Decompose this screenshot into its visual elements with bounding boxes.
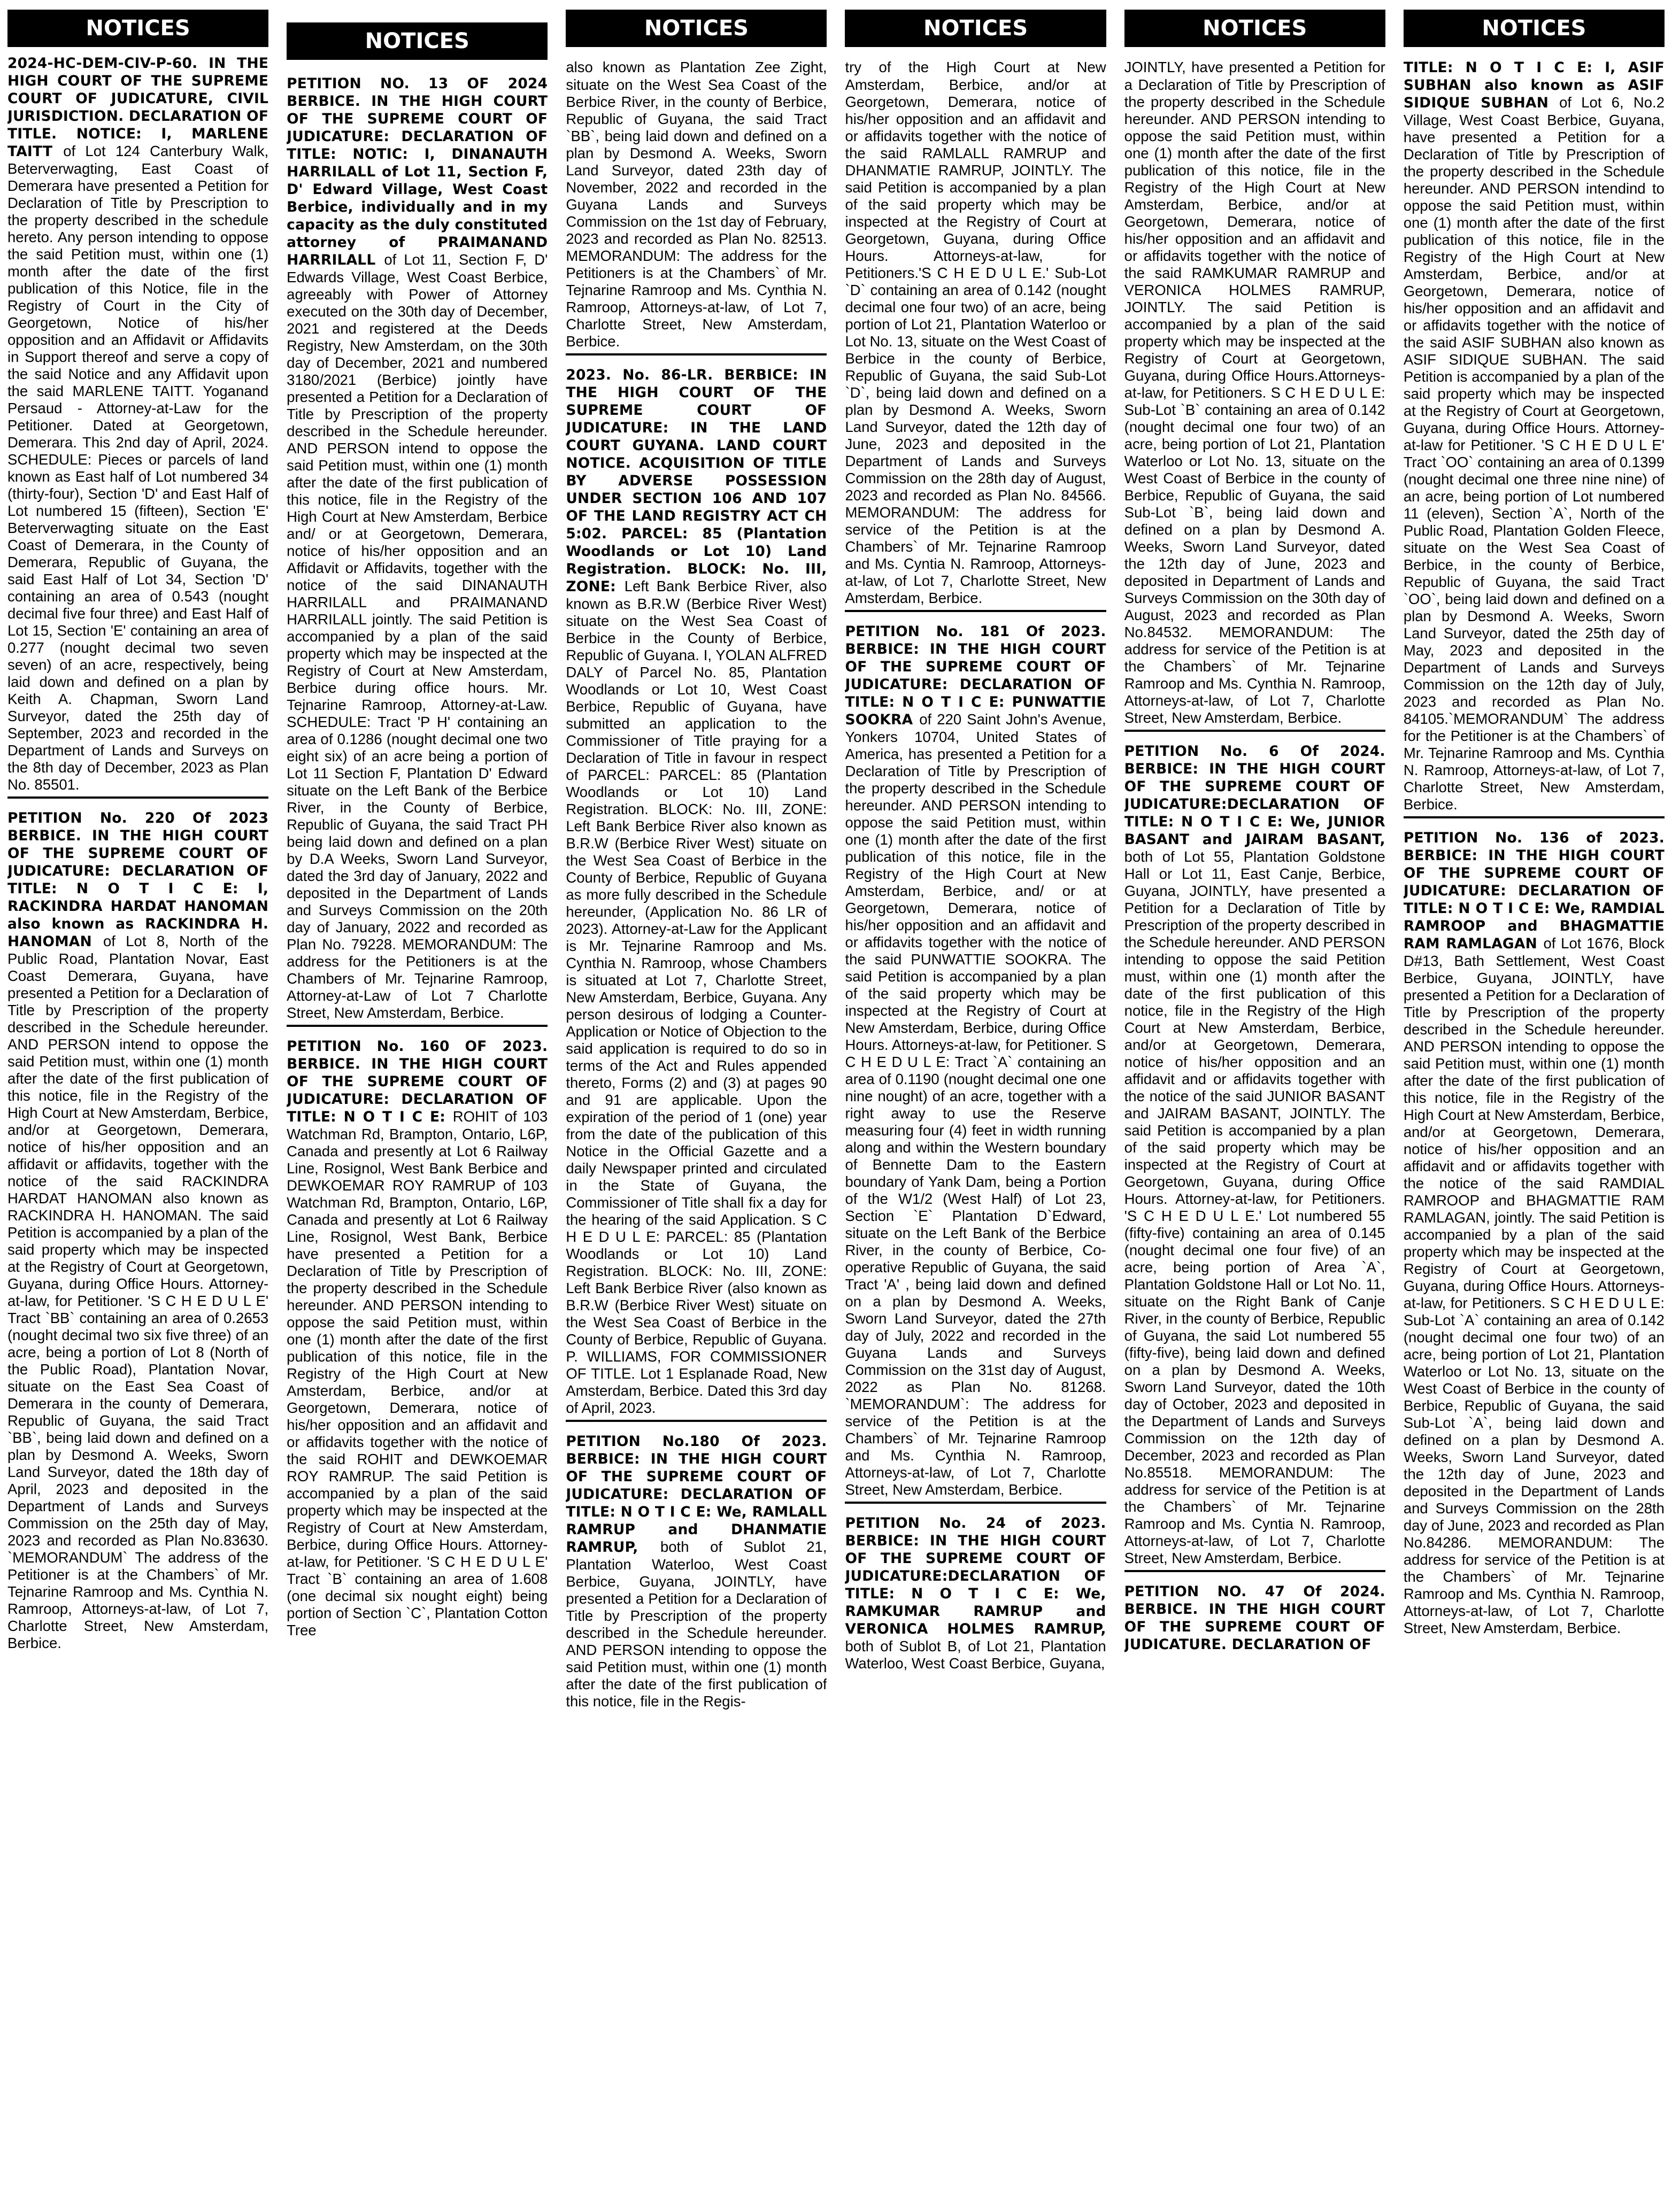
column-header: NOTICES bbox=[566, 10, 827, 47]
notice bbox=[845, 623, 1106, 1504]
notice bbox=[1124, 1583, 1385, 1657]
notice-body: of 220 Saint John's Avenue, Yonkers 10704, United States of America, has presented a Petition for a Declaration of Title by Prescription of the property described in the Schedule hereunder. AND PERSON intending to oppose the said Petition must, within one (1) month after the date of the first publication of this notice, file in the Registry of the High Court at New Amsterdam, Berbice, and/ or at Georgetown, Demerara, notice of his/her opposition and an affidavit and or affidavits together with the notice of the said PUNWATTIE SOOKRA. The said Petition is accompanied by a plan of the said property which may be inspected at the Registry of Court at New Amsterdam, Berbice, during Office Hours. Attorneys-at-law, for Petitioner. S C H E D U L E: Tract `A` containing an area of 0.1190 (nought decimal one one nine nought) of an acre, together with a right away to use the Reserve measuring four (4) feet in width running along and within the Western boundary of Bennette Dam to the Eastern boundary of Yank Dam, being a Portion of the W1/2 (West Half) of Lot 23, Section `E` Plantation D`Edward, situate on the Left Bank of the Berbice River, in the county of Berbice, Co-operative Republic of Guyana, the said Tract 'A' , being laid down and defined on a plan by Desmond A. Weeks, Sworn Land Surveyor, dated the 27th day of July, 2022 and recorded in the Guyana Lands and Surveys Commission on the 31st day of August, 2022 as Plan No. 81268. `MEMORANDUM`: The address for service of the Petition is at the Chambers` of Mr. Tejnarine Ramroop and Ms. Cynthia N. Ramroop, Attorneys-at-law, of Lot 7, Charlotte Street, New Amsterdam, Berbice. bbox=[845, 711, 1106, 1498]
notice-body: of Lot 1676, Block D#13, Bath Settlement, West Coast Berbice, Guyana, JOINTLY, have presented a Petition for a Declaration of Title by Prescription of the property described in the Schedule hereunder. AND PERSON intending to oppose the said Petition must, within one (1) month after the date of the first publication of this notice, file in the Registry of the High Court at New Amsterdam, Berbice, and/or at Georgetown, Demerara, notice of his/her opposition and an affidavit and or affidavits together with the notice of the said RAMDIAL RAMROOP and BHAGMATTIE RAM RAMLAGAN, jointly. The said Petition is accompanied by a plan of the said property which may be inspected at the Registry of Court at Georgetown, Guyana, during Office Hours. Attorneys-at-law, for Petitioners. S C H E D U L E: Sub-Lot `A` containing an area of 0.142 (nought decimal one four two) of an acre, being portion of Lot 21, Plantation Waterloo or Lot No. 13, situate on the West Coast of Berbice in the county of Berbice, Republic of Guyana, the said Sub-Lot `A`, being laid down and defined on a plan by Desmond A. Weeks, Sworn Land Surveyor, dated the 12th day of June, 2023 and deposited in the Department of Lands and Surveys Commission on the 28th day of June, 2023 and recorded as Plan No.84286. MEMORANDUM: The address for service of the Petition is at the Chambers` of Mr. Tejnarine Ramroop and Ms. Cynthia N. Ramroop, Attorneys-at-law, of Lot 7, Charlotte Street, New Amsterdam, Berbice. bbox=[1403, 935, 1665, 1636]
notice-heading: PETITION NO. 47 Of 2024. BERBICE. IN THE HIGH COURT OF THE SUPREME COURT OF JUDICATURE. DECLARATION OF bbox=[1124, 1583, 1385, 1653]
notice-heading: PETITION NO. 13 OF 2024 BERBICE. IN THE HIGH COURT OF THE SUPREME COURT OF JUDICATURE: DECLARATION OF TITLE: NOTIC: I, DINANAUTH HARRILALL of Lot 11, Section F, D' Edward Village, West Coast Berbice, individually and in my capacity as the duly constituted attorney of PRAIMANAND HARRILALL bbox=[287, 75, 548, 268]
notices-column-5 bbox=[1124, 10, 1385, 2202]
notice bbox=[845, 1514, 1106, 1675]
notice bbox=[566, 59, 827, 355]
notice-body: both of Lot 55, Plantation Goldstone Hall or Lot 11, East Canje, Berbice, Guyana, JOINTLY, have presented a Petition for a Declaration of Title by Prescription of the property described in the Schedule hereunder. AND PERSON intending to oppose the said Petition must, within one (1) month after the date of the first publication of this notice, file in the Registry of the High Court at New Amsterdam, Berbice, and/or at Georgetown, Demerara, notice of his/her opposition and an affidavit and or affidavits together with the notice of the said JUNIOR BASANT and JAIRAM BASANT, JOINTLY. The said Petition is accompanied by a plan of the said property which may be inspected at the Registry of Court at Georgetown, Guyana, during Office Hours. Attorney-at-law, for Petitioners. 'S C H E D U L E.' Lot numbered 55 (fifty-five) containing an area of 0.145 (nought decimal one four five) of an acre, being portion of Area `A`, Plantation Goldstone Hall or Lot No. 11, situate on the Right Bank of Canje River, in the county of Berbice, Republic of Guyana, the said Lot numbered 55 (fifty-five), being laid down and defined on a plan by Desmond A. Weeks, Sworn Land Surveyor, dated the 10th day of October, 2023 and deposited in the Department of Lands and Surveys Commission on the 12th day of December, 2023 and recorded as Plan No.85518. MEMORANDUM: The address for service of the Petition is at the Chambers` of Mr. Tejnarine Ramroop and Ms. Cyntia N. Ramroop, Attorneys-at-law, of Lot 7, Charlotte Street, New Amsterdam, Berbice. bbox=[1124, 848, 1385, 1566]
notice-body: of Lot 8, North of the Public Road, Plantation Novar, East Coast Demerara, Guyana, have presented a Petition for a Declaration of Title by Prescription of the property described in the Schedule hereunder. AND PERSON intend to oppose the said Petition must, within one (1) month after the date of the first publication of this notice, file in the Registry of the High Court at New Amsterdam, Berbice, and/or at Georgetown, Demerara, notice of his/her opposition and an affidavit or affidavits, together with the notice of the said RACKINDRA HARDAT HANOMAN also known as RACKINDRA H. HANOMAN. The said Petition is accompanied by a plan of the said property which may be inspected at the Registry of Court at Georgetown, Guyana, during Office Hours. Attorney-at-law, for Petitioner. 'S C H E D U L E' Tract `BB` containing an area of 0.2653 (nought decimal two six five three) of an acre, being a portion of Lot 8 (North of the Public Road), Plantation Novar, situate on the East Sea Coast of Demerara in the county of Demerara, Republic of Guyana, the said Tract `BB`, being laid down and defined on a plan by Desmond A. Weeks, Sworn Land Surveyor, dated the 18th day of April, 2023 and deposited in the Department of Lands and Surveys Commission on the 25th day of May, 2023 and recorded as Plan No.83630. `MEMORANDUM` The address of the Petitioner is at the Chambers` of Mr. Tejnarine Ramroop and Ms. Cynthia N. Ramroop, Attorneys-at-law, of Lot 7, Charlotte Street, New Amsterdam, Berbice. bbox=[7, 933, 269, 1651]
column-header: NOTICES bbox=[845, 10, 1106, 47]
column-header: NOTICES bbox=[1124, 10, 1385, 47]
notice-heading: PETITION No. 24 of 2023. BERBICE: IN THE HIGH COURT OF THE SUPREME COURT OF JUDICATURE:DECLARATION OF TITLE: N O T I C E: We, RAMKUMAR RAMRUP and VERONICA HOLMES RAMRUP, bbox=[845, 1515, 1106, 1637]
notice bbox=[287, 75, 548, 1027]
notice-heading: PETITION No. 160 OF 2023. BERBICE. IN THE HIGH COURT OF THE SUPREME COURT OF JUDICATURE: DECLARATION OF TITLE: N O T I C E: bbox=[287, 1038, 548, 1125]
notice bbox=[566, 1433, 827, 1713]
notice-body: both of Sublot 21, Plantation Waterloo, West Coast Berbice, Guyana, JOINTLY, have presented a Petition for a Declaration of Title by Prescription of the property described in the Schedule hereunder. AND PERSON intending to oppose the said Petition must, within one (1) month after the date of the first publication of this notice, file in the Regis- bbox=[566, 1538, 827, 1710]
notice bbox=[1404, 829, 1665, 1640]
notice-heading: PETITION No.180 Of 2023. BERBICE: IN THE HIGH COURT OF THE SUPREME COURT OF JUDICATURE: DECLARATION OF TITLE: N O T I C E: We, RAMLALL RAMRUP and DHANMATIE RAMRUP, bbox=[566, 1433, 827, 1556]
notice-heading: 2023. No. 86-LR. BERBICE: IN THE HIGH COURT OF THE SUPREME COURT OF JUDICATURE: IN THE LAND COURT GUYANA. LAND COURT NOTICE. ACQUISITION OF TITLE BY ADVERSE POSSESSION UNDER SECTION 106 AND 107 OF THE LAND REGISTRY ACT CH 5:02. PARCEL: 85 (Plantation Woodlands or Lot 10) Land Registration. BLOCK: No. III, ZONE: bbox=[566, 367, 827, 595]
notice bbox=[845, 59, 1106, 612]
notices-column-2 bbox=[287, 10, 548, 2202]
column-header: NOTICES bbox=[287, 22, 548, 60]
notice-heading: PETITION No. 220 Of 2023 BERBICE. IN THE HIGH COURT OF THE SUPREME COURT OF JUDICATURE: DECLARATION OF TITLE: N O T I C E: I, RACKINDRA HARDAT HANOMAN also known as RACKINDRA H. HANOMAN bbox=[7, 810, 269, 950]
notice-heading: 2024-HC-DEM-CIV-P-60. IN THE HIGH COURT OF THE SUPREME COURT OF JUDICATURE, CIVIL JURISDICTION. DECLARATION OF TITLE. NOTICE: I, MARLENE TAITT bbox=[7, 55, 269, 160]
notice bbox=[7, 55, 268, 799]
notice-body: both of Sublot B, of Lot 21, Plantation Waterloo, West Coast Berbice, Guyana, bbox=[845, 1638, 1106, 1672]
notice-heading: PETITION No. 136 of 2023. BERBICE: IN THE HIGH COURT OF THE SUPREME COURT OF JUDICATURE: DECLARATION OF TITLE: N O T I C E: We, RAMDIAL RAMROOP and BHAGMATTIE RAM RAMLAGAN bbox=[1403, 830, 1665, 952]
notice-body: of Lot 6, No.2 Village, West Coast Berbice, Guyana, have presented a Petition for a Declaration of Title by Prescription of the property described in the Schedule hereunder. AND PERSON intendind to oppose the said Petition must, within one (1) month after the date of the first publication of this notice, file in the Registry of the High Court at New Amsterdam, Berbice, and/or at Georgetown, Demerara, notice of his/her opposition and an affidavit and or affidavits together with the notice of the said ASIF SUBHAN also known as ASIF SIDIQUE SUBHAN. The said Petition is accompanied by a plan of the said property which may be inspected at the Registry of Court at Georgetown, Guyana, during Office Hours. Attorney-at-law for Petitioner. 'S C H E D U L E' Tract `OO` containing an area of 0.1399 (nought decimal one three nine nine) of an acre, being portion of Lot numbered 11 (eleven), Section `A`, North of the Public Road, Plantation Golden Fleece, situate on the West Sea Coast of Berbice, in the county of Berbice, Republic of Guyana, the said Tract `OO`, being laid down and defined on a plan by Desmond A. Weeks, Sworn Land Surveyor, dated the 25th day of May, 2023 and deposited in the Department of Lands and Surveys Commission on the 12th day of July, 2023 and recorded as Plan No. 84105.`MEMORANDUM` The address for the Petitioner is at the Chambers` of Mr. Tejnarine Ramroop and Ms. Cynthia N. Ramroop, Attorneys-at-law, of Lot 7, Charlotte Street, New Amsterdam, Berbice. bbox=[1403, 94, 1665, 813]
column-header: NOTICES bbox=[7, 10, 268, 47]
notice-body: Left Bank Berbice River, also known as B.R.W (Berbice River West) situate on the West Sea Coast of Berbice in the County of Berbice, Republic of Guyana. I, YOLAN ALFRED DALY of Parcel No. 85, Plantation Woodlands or Lot 10, West Coast Berbice, Republic of Guyana, have submitted an application to the Commissioner of Title praying for a Declaration of Title in favour in respect of PARCEL: PARCEL: 85 (Plantation Woodlands or Lot 10) Land Registration. BLOCK: No. III, ZONE: Left Bank Berbice River also known as B.R.W (Berbice River West) situate on the West Sea Coast of Berbice in the County of Berbice, Republic of Guyana as more fully described in the Schedule hereunder, (Application No. 86 LR of 2023). Attorney-at-Law for the Applicant is Mr. Tejnarine Ramroop and Ms. Cynthia N. Ramroop, whose Chambers is situated at Lot 7, Charlotte Street, New Amsterdam, Berbice, Guyana. Any person desirous of lodging a Counter-Application or Notice of Objection to the said application is required to do so in terms of the Act and Rules appended thereto, Forms (2) and (3) at pages 90 and 91 are applicable. Upon the expiration of the period of 1 (one) year from the date of the publication of this Notice in the Official Gazette and a daily Newspaper printed and circulated in the State of Guyana, the Commissioner of Title shall fix a day for the hearing of the said Application. S C H E D U L E: PARCEL: 85 (Plantation Woodlands or Lot 10) Land Registration. BLOCK: No. III, ZONE: Left Bank Berbice River (also known as B.R.W (Berbice River West) situate on the West Sea Coast of Berbice in the County of Berbice, Republic of Guyana. P. WILLIAMS, FOR COMMISSIONER OF TITLE. Lot 1 Esplanade Road, New Amsterdam, Berbice. Dated this 3rd day of April, 2023. bbox=[566, 578, 827, 1416]
notice bbox=[1404, 59, 1665, 818]
notice-body: of Lot 11, Section F, D' Edwards Village, West Coast Berbice, agreeably with Power of Attorney executed on the 30th day of December, 2021 and registered at the Deeds Registry, New Amsterdam, on the 30th day of December, 2021 and numbered 3180/2021 (Berbice) jointly have presented a Petition for a Declaration of Title by Prescription of the property described in the Schedule hereunder. AND PERSON intend to oppose the said Petition must, within one (1) month after the date of the first publication of this notice, file in the Registry of the High Court at New Amsterdam, Berbice and/ or at Georgetown, Demerara, notice of his/her opposition and an Affidavit or Affidavits, together with the notice of the said DINANAUTH HARRILALL and PRAIMANAND HARRILALL jointly. The said Petition is accompanied by a plan of the said property which may be inspected at the Registry of Court at New Amsterdam, Berbice during office hours. Mr. Tejnarine Ramroop, Attorney-at-Law. SCHEDULE: Tract 'P H' containing an area of 0.1286 (nought decimal one two eight six) of an acre being a portion of Lot 11 Section F, Plantation D' Edward situate on the Left Bank of the Berbice River, in the County of Berbice, Republic of Guyana, the said Tract PH being laid down and defined on a plan by D.A Weeks, Sworn Land Surveyor, dated the 3rd day of January, 2022 and deposited in the Department of Lands and Surveys Commission on the 20th day of January, 2022 and recorded as Plan No. 79228. MEMORANDUM: The address for the Petitioners is at the Chambers of Mr. Tejnarine Ramroop, Attorney-at-Law of Lot 7 Charlotte Street, New Amsterdam, Berbice. bbox=[287, 251, 548, 1021]
notice bbox=[1124, 59, 1385, 732]
notice bbox=[7, 809, 268, 1655]
column-header: NOTICES bbox=[1404, 10, 1665, 47]
notice-heading: PETITION No. 6 Of 2024. BERBICE: IN THE HIGH COURT OF THE SUPREME COURT OF JUDICATURE:DECLARATION OF TITLE: N O T I C E: We, JUNIOR BASANT and JAIRAM BASANT, bbox=[1124, 743, 1385, 848]
notices-column-1 bbox=[7, 10, 268, 2202]
notice-body: ROHIT of 103 Watchman Rd, Brampton, Ontario, L6P, Canada and presently at Lot 6 Railway Line, Rosignol, West Bank Berbice and DEWKOEMAR ROY RAMRUP of 103 Watchman Rd, Brampton, Ontario, L6P, Canada and presently at Lot 6 Railway Line, Rosignol, West Bank, Berbice have presented a Petition for a Declaration of Title by Prescription of the property described in the Schedule hereunder. AND PERSON intending to oppose the said Petition must, within one (1) month after the date of the first publication of this notice, file in the Registry of the High Court at New Amsterdam, Berbice, and/or at Georgetown, Demerara, notice of his/her opposition and an affidavit and or affidavits together with the notice of the said ROHIT and DEWKOEMAR ROY RAMRUP. The said Petition is accompanied by a plan of the said property which may be inspected at the Registry of Court at New Amsterdam, Berbice, during Office Hours. Attorney-at-law, for Petitioner. 'S C H E D U L E' Tract `B` containing an area of 1.608 (one decimal six nought eight) being portion of Section `C`, Plantation Cotton Tree bbox=[287, 1108, 548, 1638]
notices-column-6 bbox=[1404, 10, 1665, 2202]
notice-body: also known as Plantation Zee Zight, situate on the West Sea Coast of the Berbice River, in the county of Berbice, Republic of Guyana, the said Tract `BB`, being laid down and defined on a plan by Desmond A. Weeks, Sworn Land Surveyor, dated 23th day of November, 2022 and recorded in the Guyana Lands and Surveys Commission on the 1st day of February, 2023 and recorded as Plan No. 82513. MEMORANDUM: The address for the Petitioners is at the Chambers` of Mr. Tejnarine Ramroop and Ms. Cynthia N. Ramroop, Attorneys-at-law, of Lot 7, Charlotte Street, New Amsterdam, Berbice. bbox=[566, 59, 827, 350]
notice-body: try of the High Court at New Amsterdam, Berbice, and/or at Georgetown, Demerara, notice of his/her opposition and an affidavit and or affidavits together with the notice of the said RAMLALL RAMRUP and DHANMATIE RAMRUP, JOINTLY. The said Petition is accompanied by a plan of the said property which may be inspected at the Registry of Court at Georgetown, Guyana, during Office Hours. Attorneys-at-law, for Petitioners.'S C H E D U L E.' Sub-Lot `D` containing an area of 0.142 (nought decimal one four two) of an acre, being portion of Lot 21, Plantation Waterloo or Lot No. 13, situate on the West Coast of Berbice in the county of Berbice, Republic of Guyana, the said Sub-Lot `D`, being laid down and defined on a plan by Desmond A. Weeks, Sworn Land Surveyor, dated the 12th day of June, 2023 and deposited in the Department of Lands and Surveys Commission on the 28th day of August, 2023 and recorded as Plan No. 84566. MEMORANDUM: The address for service of the Petition is at the Chambers` of Mr. Tejnarine Ramroop and Ms. Cyntia N. Ramroop, Attorneys-at-law, of Lot 7, Charlotte Street, New Amsterdam, Berbice. bbox=[845, 59, 1106, 606]
notice-body: JOINTLY, have presented a Petition for a Declaration of Title by Prescription of the property described in the Schedule hereunder. AND PERSON intending to oppose the said Petition must, within one (1) month after the date of the first publication of this notice, file in the Registry of the High Court at New Amsterdam, Berbice, and/or at Georgetown, Demerara, notice of his/her opposition and an affidavit and or affidavits together with the notice of the said RAMKUMAR RAMRUP and VERONICA HOLMES RAMRUP, JOINTLY. The said Petition is accompanied by a plan of the said property which may be inspected at the Registry of Court at Georgetown, Guyana, during Office Hours.Attorneys-at-law, for Petitioners. S C H E D U L E: Sub-Lot `B` containing an area of 0.142 (nought decimal one four two) of an acre, being portion of Lot 21, Plantation Waterloo or Lot No. 13, situate on the West Coast of Berbice in the county of Berbice, Republic of Guyana, the said Sub-Lot `B`, being laid down and defined on a plan by Desmond A. Weeks, Sworn Land Surveyor, dated the 12th day of June, 2023 and deposited in Department of Lands and Surveys Commission on the 30th day of August, 2023 and recorded as Plan No.84532. MEMORANDUM: The address for service of the Petition is at the Chambers` of Mr. Tejnarine Ramroop and Ms. Cynthia N. Ramroop, Attorneys-at-law, of Lot 7, Charlotte Street, New Amsterdam, Berbice. bbox=[1124, 59, 1385, 726]
notice-heading: PETITION No. 181 Of 2023. BERBICE: IN THE HIGH COURT OF THE SUPREME COURT OF JUDICATURE: DECLARATION OF TITLE: N O T I C E: PUNWATTIE SOOKRA bbox=[845, 623, 1106, 728]
notice bbox=[1124, 743, 1385, 1572]
notice bbox=[566, 366, 827, 1422]
notice-body: of Lot 124 Canterbury Walk, Beterverwagting, East Coast of Demerara have presented a Petition for Declaration of Title by Prescription to the property described in the schedule hereto. Any person intending to oppose the said Petition must, within one (1) month after the date of the first publication of this Notice, file in the Registry of Court in the City of Georgetown, Notice of his/her opposition and an Affidavit or Affidavits in Support thereof and serve a copy of the said Notice and any Affidavit upon the said MARLENE TAITT. Yoganand Persaud - Attorney-at-Law for the Petitioner. Dated at Georgetown, Demerara. This 2nd day of April, 2024. SCHEDULE: Pieces or parcels of land known as East half of Lot numbered 34 (thirty-four), Section 'D' and East Half of Lot numbered 15 (fifteen), Section 'E' Beterverwagting situate on the East Coast of Demerara, in the County of Demerara, Republic of Guyana, the said East Half of Lot 34, Section 'D' containing an area of 0.543 (nought decimal five four three) and East Half of Lot 15, Section 'E' containing an area of 0.277 (nought decimal two seven seven) of an acre, respectively, being laid down and defined on a plan by Keith A. Chapman, Sworn Land Surveyor, dated the 25th day of September, 2023 and recorded in the Department of Lands and Surveys on the 8th day of December, 2023 as Plan No. 85501. bbox=[7, 143, 269, 793]
notices-column-3 bbox=[566, 10, 827, 2202]
notice bbox=[287, 1038, 548, 1642]
notices-column-4 bbox=[845, 10, 1106, 2202]
notice-heading: TITLE: N O T I C E: I, ASIF SUBHAN also known as ASIF SIDIQUE SUBHAN bbox=[1403, 59, 1665, 111]
